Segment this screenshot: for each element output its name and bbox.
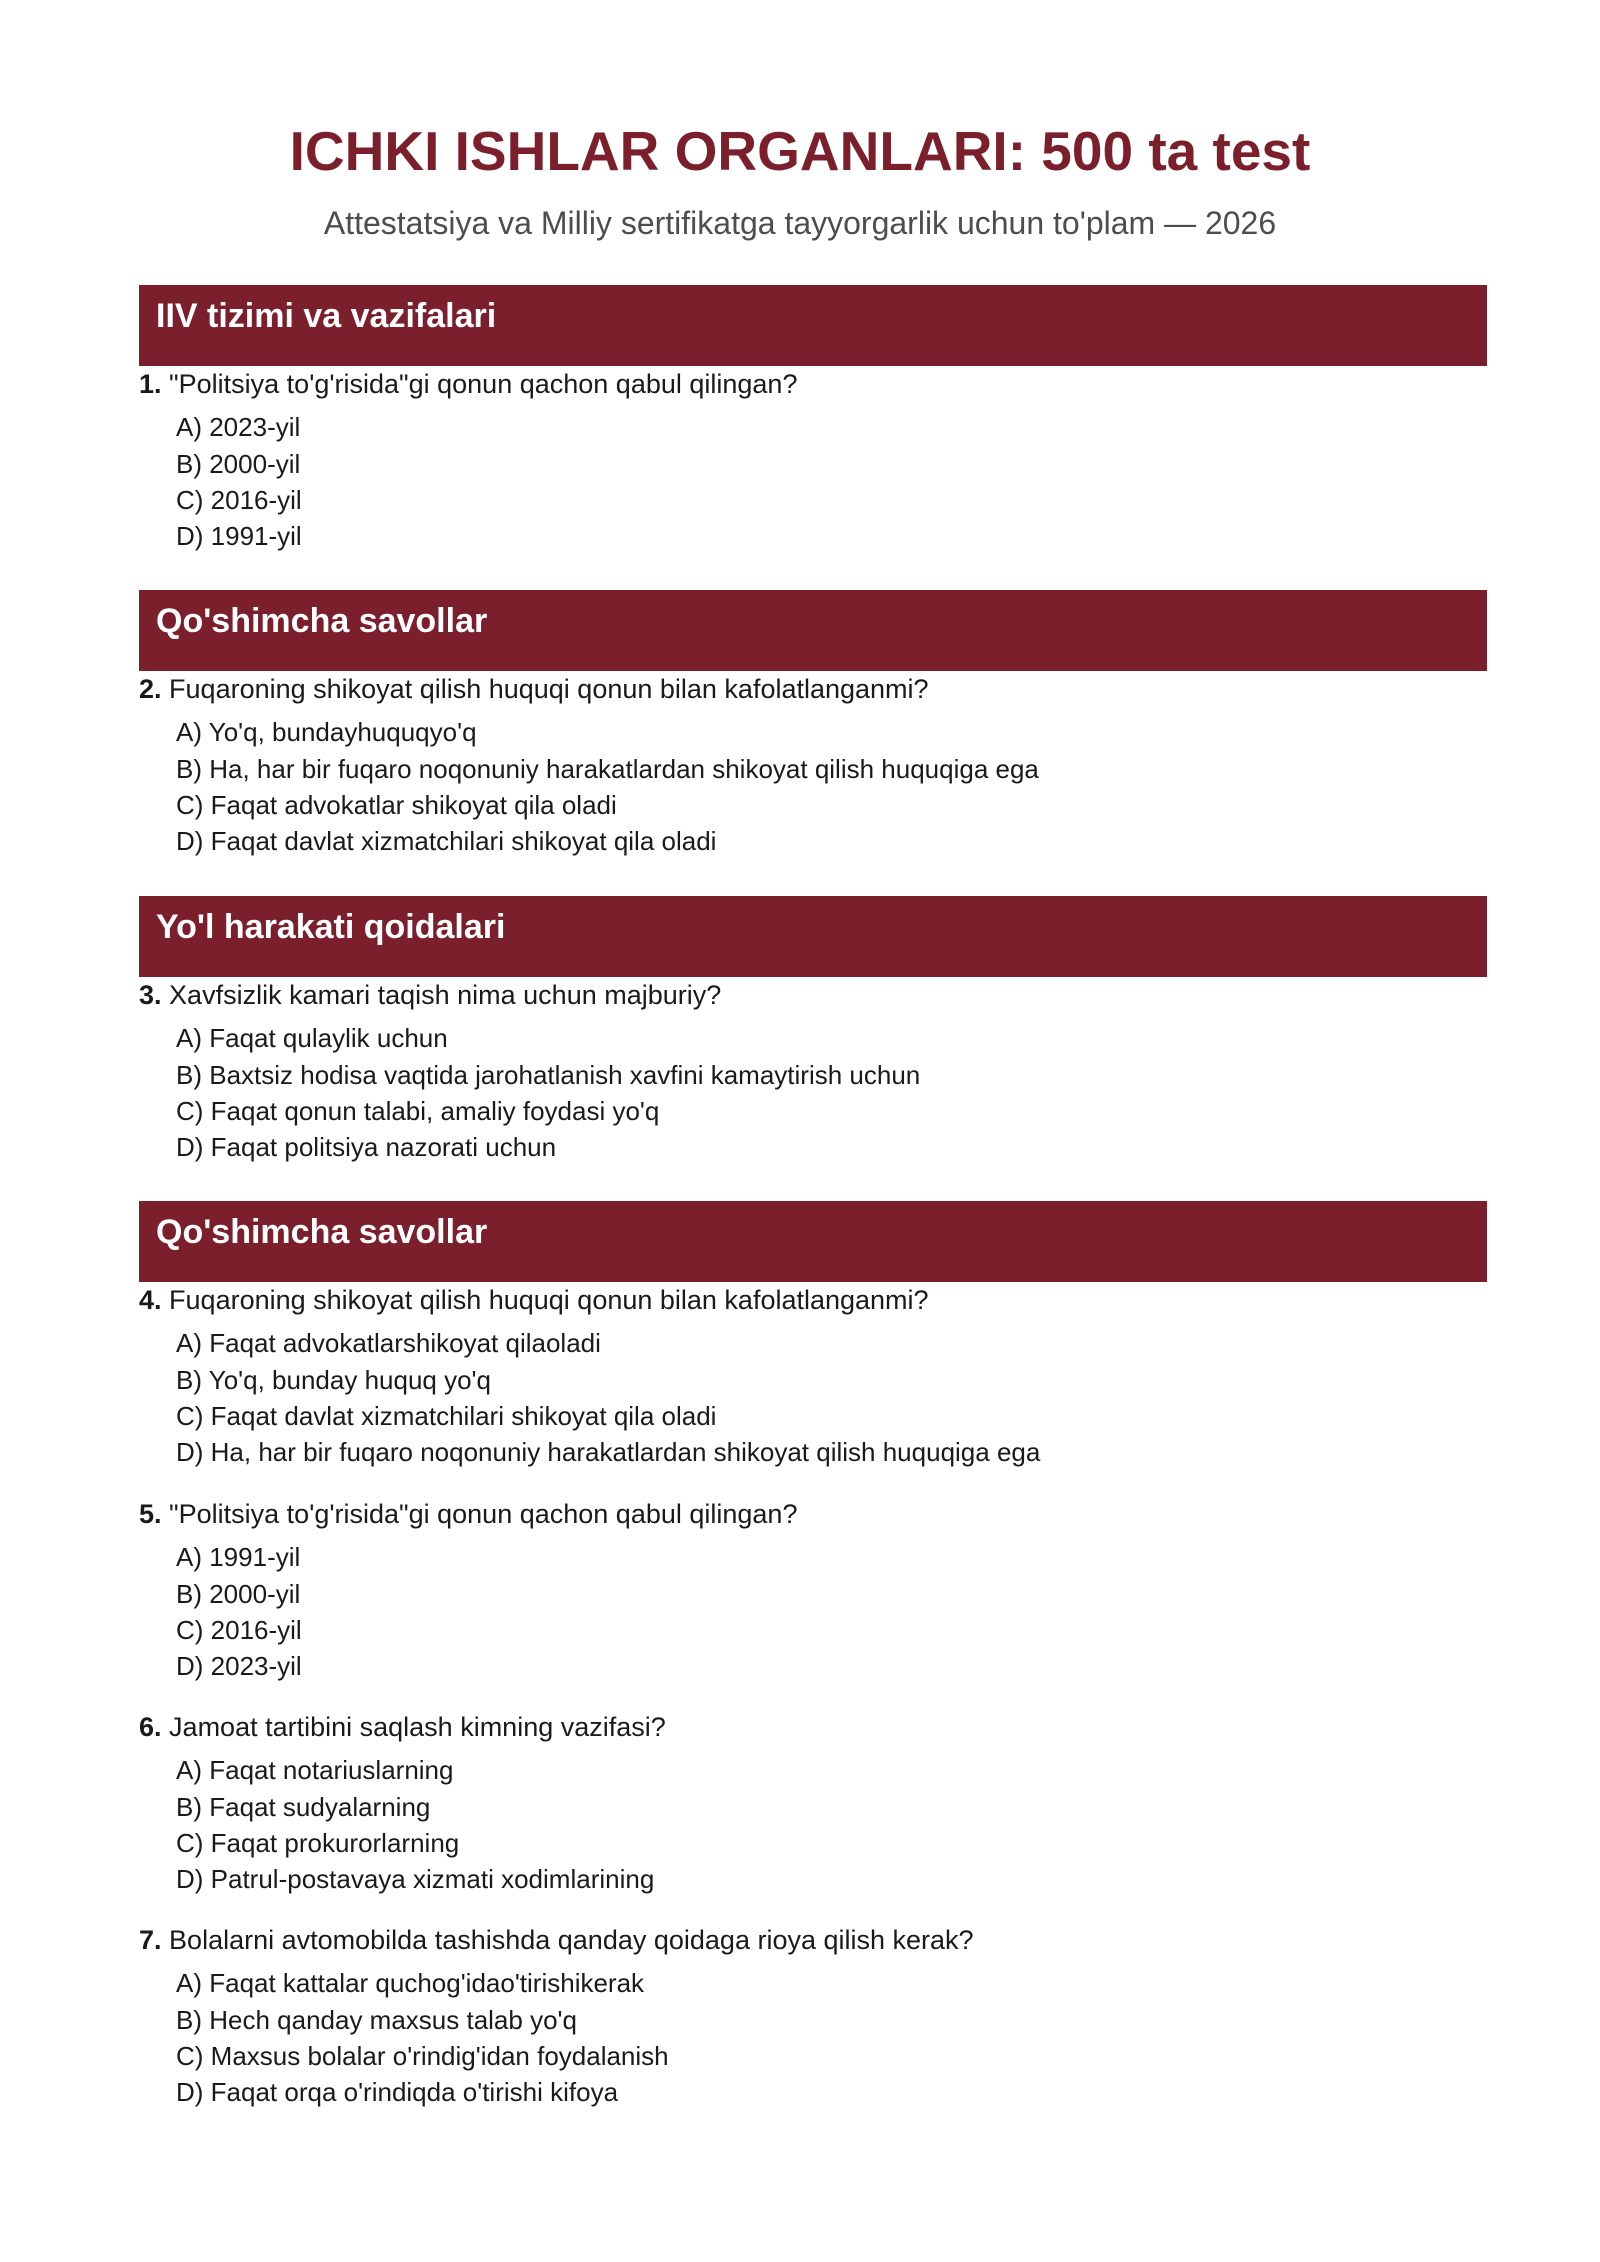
answer-option: A) 2023-yil [176, 412, 301, 442]
answer-option: D) 1991-yil [176, 521, 302, 551]
section-title: Yo'l harakati qoidalari [156, 908, 506, 946]
answer-option: C) Faqat prokurorlarning [176, 1828, 460, 1858]
answer-option: B) 2000-yil [176, 449, 301, 479]
answer-option: B) Baxtsiz hodisa vaqtida jarohatlanish xavfini kamaytirish uchun [176, 1060, 921, 1090]
answer-option: D) 2023-yil [176, 1651, 302, 1681]
question-number: 7. [139, 1925, 162, 1955]
section-title: Qo'shimcha savollar [156, 1213, 488, 1251]
answer-option: C) Faqat qonun talabi, amaliy foydasi yo'q [176, 1096, 660, 1126]
answer-option: C) Faqat advokatlar shikoyat qila oladi [176, 790, 617, 820]
answer-option: D) Faqat davlat xizmatchilari shikoyat qila oladi [176, 826, 717, 856]
question [139, 1923, 1479, 1957]
document-subtitle: Attestatsiya va Milliy sertifikatga tayyorgarlik uchun to'plam — 2026 [323, 205, 1277, 241]
question-text: Bolalarni avtomobilda tashishda qanday qoidaga rioya qilish kerak? [169, 1925, 974, 1955]
document-title: ICHKI ISHLAR ORGANLARI: 500 ta test [289, 120, 1311, 182]
answer-option: D) Faqat orqa o'rindiqda o'tirishi kifoya [176, 2077, 619, 2107]
answer-option: A) Faqat notariuslarning [176, 1755, 454, 1785]
answer-option: B) Yo'q, bunday huquq yo'q [176, 1365, 491, 1395]
question-number: 1. [139, 369, 162, 399]
section-header [139, 1201, 1487, 1282]
answer-option: D) Patrul-postavaya xizmati xodimlarining [176, 1864, 655, 1894]
question-number: 6. [139, 1712, 162, 1742]
section-header [139, 590, 1487, 671]
question-number: 5. [139, 1499, 162, 1529]
answer-option: B) Hech qanday maxsus talab yo'q [176, 2005, 577, 2035]
answer-option: B) Faqat sudyalarning [176, 1792, 431, 1822]
answer-option: B) 2000-yil [176, 1579, 301, 1609]
answer-option: A) Faqat kattalar quchog'idao'tirishikerak [176, 1968, 645, 1998]
question-text: Jamoat tartibini saqlash kimning vazifasi? [169, 1712, 666, 1742]
answer-option: A) Faqat qulaylik uchun [176, 1023, 448, 1053]
question [139, 978, 1479, 1012]
answer-option: C) Maxsus bolalar o'rindig'idan foydalanish [176, 2041, 669, 2071]
question [139, 1283, 1479, 1317]
answer-option: A) 1991-yil [176, 1542, 301, 1572]
question-number: 3. [139, 980, 162, 1010]
answer-option: C) 2016-yil [176, 1615, 302, 1645]
answer-option: A) Yo'q, bundayhuquqyo'q [176, 717, 477, 747]
question [139, 672, 1479, 706]
question-text: Fuqaroning shikoyat qilish huquqi qonun bilan kafolatlanganmi? [169, 674, 929, 704]
answer-option: D) Faqat politsiya nazorati uchun [176, 1132, 557, 1162]
question [139, 1710, 1479, 1744]
section-header [139, 285, 1487, 366]
answer-option: B) Ha, har bir fuqaro noqonuniy harakatlardan shikoyat qilish huquqiga ega [176, 754, 1039, 784]
answer-option: A) Faqat advokatlarshikoyat qilaoladi [176, 1328, 601, 1358]
question-text: Xavfsizlik kamari taqish nima uchun majburiy? [169, 980, 722, 1010]
answer-option: C) 2016-yil [176, 485, 302, 515]
question-number: 2. [139, 674, 162, 704]
question [139, 367, 1479, 401]
question-number: 4. [139, 1285, 162, 1315]
section-header [139, 896, 1487, 977]
question-text: "Politsiya to'g'risida"gi qonun qachon qabul qilingan? [169, 1499, 798, 1529]
question-text: "Politsiya to'g'risida"gi qonun qachon qabul qilingan? [169, 369, 798, 399]
section-title: Qo'shimcha savollar [156, 602, 488, 640]
answer-option: D) Ha, har bir fuqaro noqonuniy harakatlardan shikoyat qilish huquqiga ega [176, 1437, 1041, 1467]
question-text: Fuqaroning shikoyat qilish huquqi qonun bilan kafolatlanganmi? [169, 1285, 929, 1315]
section-title: IIV tizimi va vazifalari [156, 297, 497, 335]
question [139, 1497, 1479, 1531]
answer-option: C) Faqat davlat xizmatchilari shikoyat qila oladi [176, 1401, 717, 1431]
